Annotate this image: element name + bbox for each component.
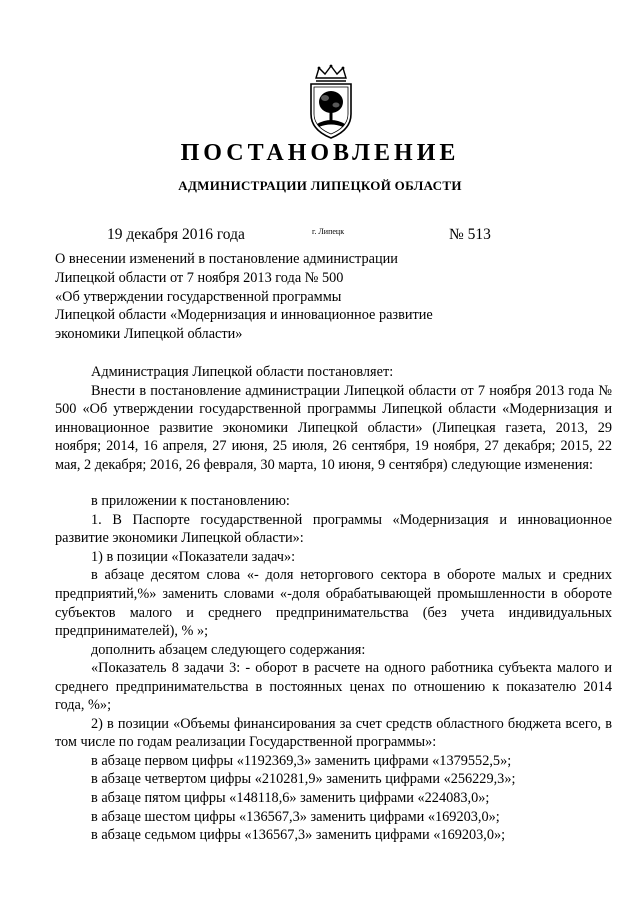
paragraph: в абзаце седьмом цифры «136567,3» заменить цифрами «169203,0»; xyxy=(91,827,506,844)
paragraph: в приложении к постановлению: xyxy=(91,493,290,510)
subject-line: О внесении изменений в постановление администрации xyxy=(55,251,398,267)
paragraph: в абзаце первом цифры «1192369,3» заменить цифрами «1379552,5»; xyxy=(91,752,512,769)
document-body xyxy=(55,363,612,845)
paragraph: в абзаце пятом цифры «148118,6» заменить цифрами «224083,0»; xyxy=(91,790,490,807)
paragraph: 1. В Паспорте государственной программы «Модернизация и инновационное развитие экономики Липецкой области»: xyxy=(55,511,612,547)
paragraph: 2) в позиции «Объемы финансирования за счет средств областного бюджета всего, в том числе по годам реализации Государственной программы»: xyxy=(55,715,612,751)
paragraph: Администрация Липецкой области постановляет: xyxy=(91,364,394,380)
lipetsk-coat-of-arms-icon xyxy=(299,64,363,144)
paragraph: в абзаце шестом цифры «136567,3» заменить цифрами «169203,0»; xyxy=(91,808,500,825)
paragraph: «Показатель 8 задачи 3: - оборот в расчете на одного работника субъекта малого и среднего предпринимательства в постоянных ценах по отношению к показателю 2014 года, %»; xyxy=(55,660,612,714)
document-subtitle: АДМИНИСТРАЦИИ ЛИПЕЦКОЙ ОБЛАСТИ xyxy=(178,178,462,193)
paragraph: в абзаце десятом слова «- доля неторгового сектора в обороте малых и средних предприятий,%» заменить словами «-доля обрабатывающей промышленности в обороте субъектов малого и среднего предпринимательства (без учета индивидуальных предпринимателей), % »; xyxy=(55,567,612,640)
subject-line: «Об утверждении государственной программы xyxy=(55,288,342,305)
subject-line: Липецкой области от 7 ноября 2013 года № 500 xyxy=(55,269,344,286)
document-subject xyxy=(55,250,475,344)
document-city: г. Липецк xyxy=(312,227,345,236)
paragraph: Внести в постановление администрации Липецкой области от 7 ноября 2013 года № 500 «Об утверждении государственной программы Липецкой области «Модернизация и инновационное развитие экономики Липецкой области» (Липецкая газета, 2013, 29 ноября; 2014, 16 апреля, 27 июня, 25 июля, 26 сентября, 19 ноября, 27 декабря; 2015, 22 мая, 2 декабря; 2016, 26 февраля, 30 марта, 10 июня, 9 сентября) следующие изменения: xyxy=(55,382,612,473)
document-title: ПОСТАНОВЛЕНИЕ xyxy=(180,140,460,166)
paragraph: дополнить абзацем следующего содержания: xyxy=(91,641,366,658)
subject-line: Липецкой области «Модернизация и инновационное развитие xyxy=(55,307,433,324)
subject-line: экономики Липецкой области» xyxy=(55,326,243,343)
paragraph: в абзаце четвертом цифры «210281,9» заменить цифрами «256229,3»; xyxy=(91,771,516,788)
document-date: 19 декабря 2016 года xyxy=(107,226,245,243)
document-number: № 513 xyxy=(449,226,491,243)
paragraph: 1) в позиции «Показатели задач»: xyxy=(91,548,296,565)
